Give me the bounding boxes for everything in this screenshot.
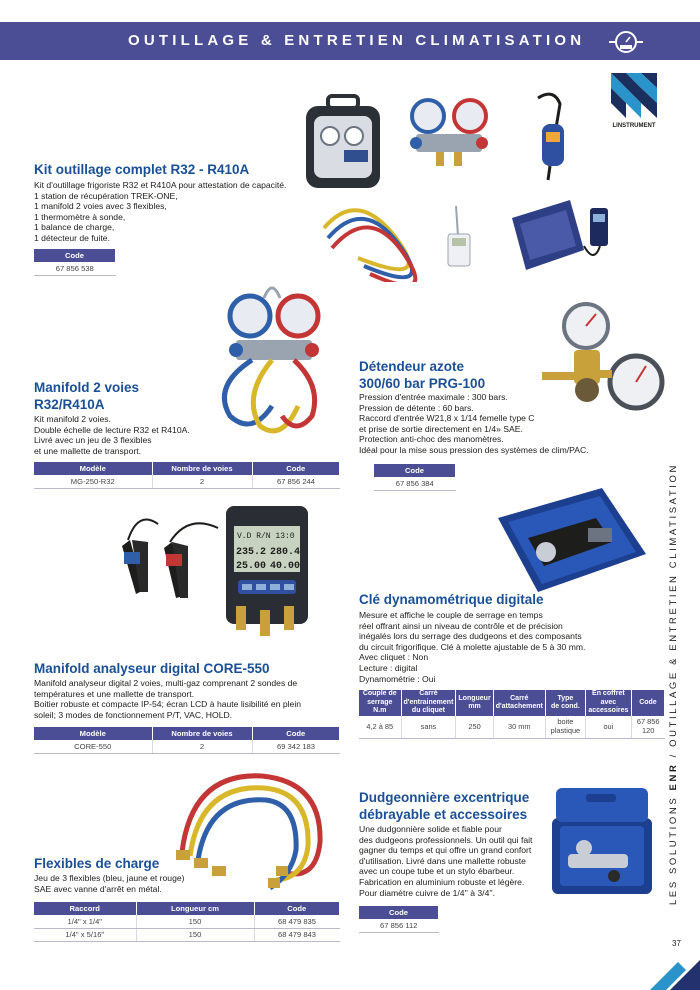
desc-line: des dudgeons professionnels. Un outil qui fait	[359, 834, 533, 845]
col-header: Longueur mm	[456, 690, 493, 716]
table-cell: 150	[136, 928, 254, 941]
table-cell: MG-250-R32	[34, 475, 152, 488]
kit-desc-line: 1 station de récupération TREK-ONE,	[34, 190, 178, 201]
flexibles-description	[34, 873, 185, 894]
desc-line: Avec cliquet : Non	[359, 652, 429, 663]
col-header: Code	[252, 727, 340, 740]
manifold-2-voies-image	[212, 276, 340, 444]
table-cell: sans	[401, 716, 456, 738]
cle-dynamometrique-image	[492, 488, 648, 594]
code-cell: 67 856 538	[34, 262, 116, 275]
desc-line: Une dudgonnière solide et fiable pour	[359, 824, 502, 834]
desc-line: Fabrication en aluminium robuste et légère.	[359, 876, 525, 887]
table-cell: 67 856 120	[631, 716, 664, 738]
col-header: En coffret avec accessoires	[585, 690, 631, 716]
desc-line: Idéal pour la mise sous pression des systèmes de clim/PAC.	[359, 444, 589, 455]
lcd-row-3b: 40.00	[270, 561, 301, 572]
col-header: Modèle	[34, 462, 152, 475]
kit-desc-line: 1 balance de charge,	[34, 222, 115, 233]
desc-line: Pression d'entrée maximale : 300 bars.	[359, 392, 508, 402]
lcd-row-2a: 235.2	[236, 547, 267, 558]
kit-title: Kit outillage complet R32 - R410A	[34, 162, 250, 177]
desc-line: Protection anti-choc des manomètres.	[359, 434, 504, 445]
desc-line: et une mallette de transport.	[34, 445, 142, 456]
detendeur-title	[359, 358, 485, 392]
desc-line: Dynamométrie : Oui	[359, 673, 436, 684]
desc-line: du circuit frigorifique. Clé à molette ajustable de 5 à 30 mm.	[359, 641, 586, 652]
table-row	[34, 475, 340, 488]
title-line: débrayable et accessoires	[359, 807, 528, 822]
page-number: 37	[672, 939, 681, 948]
lcd-row-1: V.D R/N 13:0	[237, 532, 295, 541]
dudgeonniere-title	[359, 789, 529, 823]
col-header: Code	[254, 902, 340, 915]
desc-line: gagner du temps et qui offre un grand confort	[359, 845, 532, 856]
flexibles-image	[172, 762, 332, 894]
core-550-description	[34, 678, 301, 720]
table-cell: 68 479 835	[254, 915, 340, 928]
desc-line: Jeu de 3 flexibles (bleu, jaune et rouge)	[34, 873, 185, 883]
title-line: R32/R410A	[34, 397, 105, 412]
table-cell: 1/4" x 1/4"	[34, 915, 136, 928]
col-header: Carré d'entrainement du cliquet	[401, 690, 456, 716]
title-line: Manifold 2 voies	[34, 380, 140, 395]
side-section-label	[668, 463, 679, 905]
title-line: Dudgeonnière excentrique	[359, 790, 530, 805]
col-header: Carré d'attachement	[493, 690, 545, 716]
col-header: Modèle	[34, 727, 152, 740]
cle-dynamometrique-description	[359, 610, 585, 684]
col-header: Couple de serrage N.m	[359, 690, 401, 716]
table-cell: boite plastique	[545, 716, 585, 738]
col-header: Longueur cm	[136, 902, 254, 915]
desc-line: Kit manifold 2 voies.	[34, 414, 111, 424]
table-cell: 150	[136, 915, 254, 928]
manifold-2-voies-title	[34, 379, 139, 413]
side-text-part: LES SOLUTIONS	[668, 790, 679, 905]
kit-desc-line: 1 manifold 2 voies avec 3 flexibles,	[34, 201, 167, 212]
table-cell: 4,2 à 85	[359, 716, 401, 738]
manifold-2-voies-table	[34, 462, 340, 489]
header-bar	[0, 22, 700, 60]
title-line: 300/60 bar PRG-100	[359, 376, 486, 391]
cle-dynamometrique-title: Clé dynamométrique digitale	[359, 592, 544, 607]
col-header: Type de cond.	[545, 690, 585, 716]
desc-line: d'utilisation. Livré dans une mallette robuste	[359, 855, 526, 866]
dudgeonniere-image	[550, 788, 654, 896]
kit-description	[34, 180, 286, 244]
side-text-bold: ENR	[668, 762, 679, 791]
desc-line: réel offrant ainsi un niveau de contrôle et de précision	[359, 620, 563, 631]
table-cell: 2	[152, 740, 252, 753]
desc-line: Pression de détente : 60 bars.	[359, 402, 474, 413]
corner-decoration	[640, 952, 700, 990]
title-line: Détendeur azote	[359, 359, 465, 374]
core-550-image	[108, 500, 316, 650]
side-text-part: / OUTILLAGE & ENTRETIEN CLIMATISATION	[668, 463, 679, 763]
page-title: OUTILLAGE & ENTRETIEN CLIMATISATION	[128, 32, 586, 49]
col-header: Code	[631, 690, 664, 716]
table-row	[359, 716, 665, 738]
table-row	[34, 928, 340, 941]
table-row	[34, 915, 340, 928]
table-cell: 250	[456, 716, 493, 738]
desc-line: Double échelle de lecture R32 et R410A.	[34, 424, 190, 435]
logo-text: LINSTRUMENT	[612, 123, 656, 129]
desc-line: Pour diamètre cuivre de 1/4'' à 3/4''.	[359, 887, 496, 898]
detendeur-description	[359, 392, 589, 456]
kit-desc-line: 1 détecteur de fuite.	[34, 232, 110, 243]
desc-line: SAE avec vanne d'arrêt en métal.	[34, 883, 162, 894]
kit-desc-line: Kit d'outillage frigoriste R32 et R410A pour attestation de capacité.	[34, 180, 287, 190]
lcd-row-2b: 280.4	[270, 547, 301, 558]
table-cell: 30 mm	[493, 716, 545, 738]
code-cell: 67 856 112	[359, 919, 439, 932]
flexibles-title: Flexibles de charge	[34, 856, 160, 871]
col-header: Code	[252, 462, 340, 475]
desc-line: inégalés lors du serrage des dudgeons et des composants	[359, 631, 582, 642]
manifold-2-voies-description	[34, 414, 190, 456]
linstrument-logo	[611, 73, 657, 129]
desc-line: Mesure et affiche le couple de serrage en temps	[359, 610, 543, 620]
table-cell: 68 479 843	[254, 928, 340, 941]
desc-line: Raccord d'entrée W21,8 x 1/14 femelle type C	[359, 413, 535, 424]
detendeur-table	[374, 464, 456, 491]
dudgeonniere-table	[359, 906, 439, 933]
table-cell: CORE-550	[34, 740, 152, 753]
ac-unit-icon	[609, 29, 643, 55]
col-header: Raccord	[34, 902, 136, 915]
desc-line: Manifold analyseur digital 2 voies, multi-gaz comprenant 2 sondes de	[34, 678, 298, 688]
col-header: Nombre de voies	[152, 462, 252, 475]
desc-line: soleil; 3 modes de fonctionnement P/T, VAC, HOLD.	[34, 709, 233, 720]
code-cell: 67 856 384	[374, 477, 456, 490]
col-header: Nombre de voies	[152, 727, 252, 740]
desc-line: Livré avec un jeu de 3 flexibles	[34, 435, 152, 446]
cle-dynamometrique-table	[359, 690, 665, 739]
table-cell: 1/4" x 5/16"	[34, 928, 136, 941]
desc-line: Lecture : digital	[359, 662, 418, 673]
table-cell: oui	[585, 716, 631, 738]
dudgeonniere-description	[359, 824, 532, 898]
table-cell: 67 856 244	[252, 475, 340, 488]
kit-image	[298, 88, 610, 282]
kit-table	[34, 249, 116, 276]
table-cell: 2	[152, 475, 252, 488]
code-header: Code	[359, 906, 439, 919]
core-550-table	[34, 727, 340, 754]
table-row	[34, 740, 340, 753]
flexibles-table	[34, 902, 340, 942]
desc-line: températures et une mallette de transport.	[34, 688, 195, 699]
lcd-row-3a: 25.00	[236, 561, 267, 572]
table-cell: 69 342 183	[252, 740, 340, 753]
kit-desc-line: 1 thermomètre à sonde,	[34, 211, 126, 222]
core-550-title: Manifold analyseur digital CORE-550	[34, 661, 270, 676]
code-header: Code	[374, 464, 456, 477]
desc-line: et prise de sortie directement en 1/4» SAE.	[359, 423, 523, 434]
desc-line: Boitier robuste et compacte IP-54; écran LCD à haute lisibilité en plein	[34, 699, 302, 710]
code-header: Code	[34, 249, 116, 262]
desc-line: avec un coupe tube et un stylo ébarbeur.	[359, 866, 515, 877]
